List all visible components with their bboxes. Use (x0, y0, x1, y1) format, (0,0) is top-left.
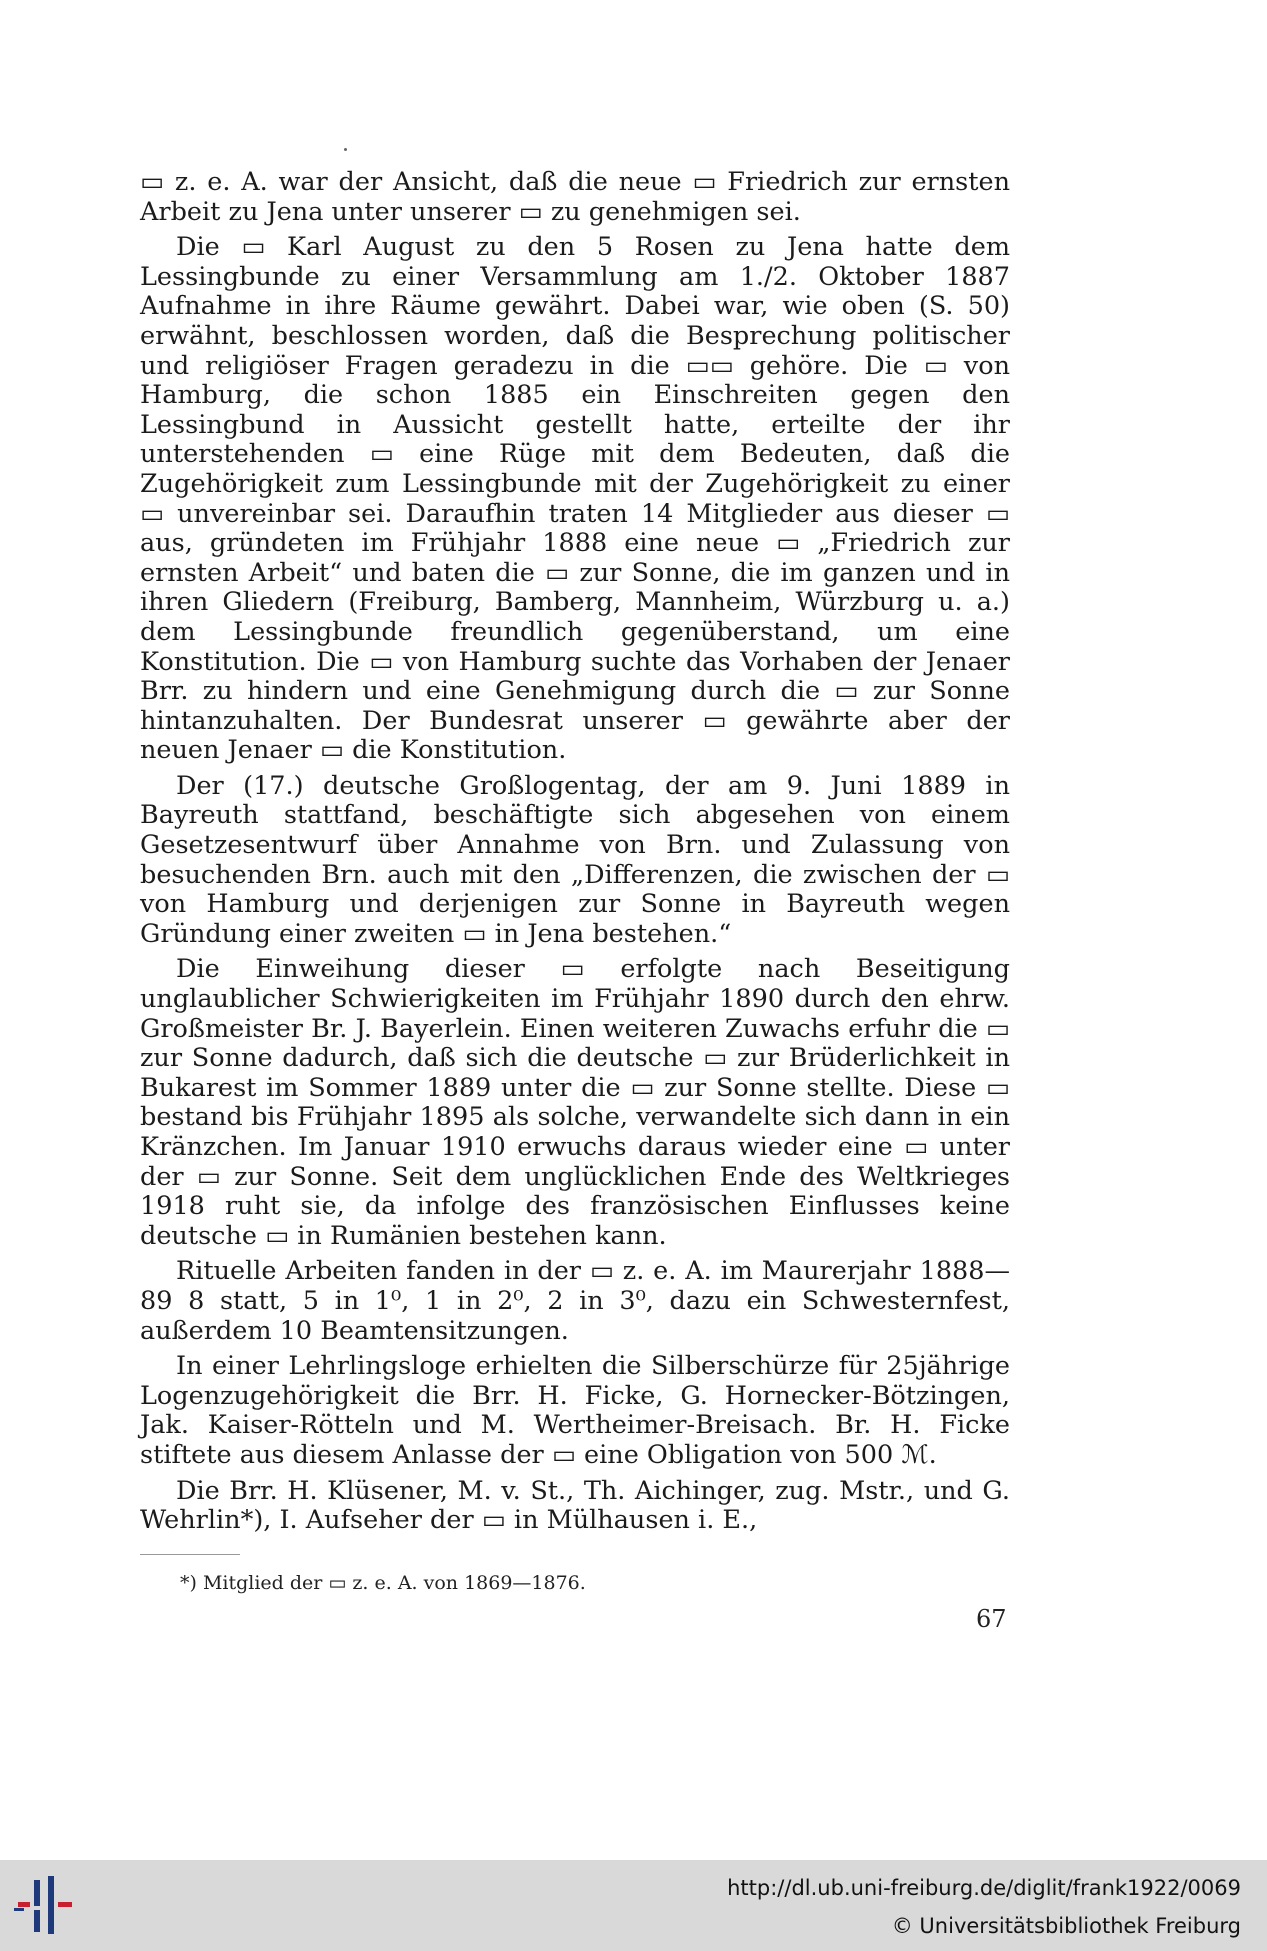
ub-freiburg-logo-icon (14, 1874, 80, 1936)
paragraph-4: Die Einweihung dieser ▭ erfolgte nach Beseitigung unglaublicher Schwierigkeiten im Frühjahr 1890 durch den ehrw. Großmeister Br. J. Bayerlein. Einen weiteren Zuwachs erfuhr die ▭ zur Sonne dadurch, daß sich die deutsche ▭ zur Brüderlichkeit in Bukarest im Sommer 1889 unter die ▭ zur Sonne stellte. Diese ▭ bestand bis Frühjahr 1895 als solche, verwandelte sich dann in ein Kränzchen. Im Januar 1910 erwuchs daraus wieder eine ▭ unter der ▭ zur Sonne. Seit dem unglücklichen Ende des Weltkrieges 1918 ruht sie, da infolge des französischen Einflusses keine deutsche ▭ in Rumänien bestehen kann. (140, 954, 1010, 1251)
paragraph-2: Die ▭ Karl August zu den 5 Rosen zu Jena hatte dem Lessingbunde zu einer Versammlung am 1./2. Oktober 1887 Aufnahme in ihre Räume gewährt. Dabei war, wie oben (S. 50) erwähnt, beschlossen worden, daß die Besprechung politischer und religiöser Fragen geradezu in die ▭▭ gehöre. Die ▭ von Hamburg, die schon 1885 ein Einschreiten gegen den Lessingbund in Aussicht gestellt hatte, erteilte der ihr unterstehenden ▭ eine Rüge mit dem Bedeuten, daß die Zugehörigkeit zum Lessingbunde mit der Zugehörigkeit zu einer ▭ unvereinbar sei. Daraufhin traten 14 Mitglieder aus dieser ▭ aus, gründeten im Frühjahr 1888 eine neue ▭ „Friedrich zur ernsten Arbeit“ und baten die ▭ zur Sonne, die im ganzen und in ihren Gliedern (Freiburg, Bamberg, Mannheim, Würzburg u. a.) dem Lessingbunde freundlich gegenüberstand, um eine Konstitution. Die ▭ von Hamburg suchte das Vorhaben der Jenaer Brr. zu hindern und eine Genehmigung durch die ▭ zur Sonne hintanzuhalten. Der Bundesrat unserer ▭ gewährte aber der neuen Jenaer ▭ die Konstitution. (140, 232, 1010, 766)
paragraph-5: Rituelle Arbeiten fanden in der ▭ z. e. A. im Maurerjahr 1888—89 8 statt, 5 in 1⁰, 1 in 2⁰, 2 in 3⁰, dazu ein Schwesternfest, außerdem 10 Beamtensitzungen. (140, 1256, 1010, 1346)
document-url[interactable]: http://dl.ub.uni-freiburg.de/diglit/frank1922/0069 (727, 1876, 1241, 1900)
scan-speck (344, 148, 347, 151)
paragraph-6: In einer Lehrlingsloge erhielten die Silberschürze für 25jährige Logenzugehörigkeit die Brr. H. Ficke, G. Hornecker-Bötzingen, Jak. Kaiser-Rötteln und M. Wertheimer-Breisach. Br. H. Ficke stiftete aus diesem Anlasse der ▭ eine Obligation von 500 ℳ. (140, 1351, 1010, 1470)
footer-bar (0, 1860, 1267, 1951)
paragraph-7: Die Brr. H. Klüsener, M. v. St., Th. Aichinger, zug. Mstr., und G. Wehrlin*), I. Aufseher der ▭ in Mülhausen i. E., (140, 1475, 1010, 1536)
body-text (140, 168, 1010, 1542)
footnote-divider (140, 1554, 240, 1555)
copyright-notice: © Universitätsbibliothek Freiburg (891, 1914, 1241, 1938)
page-number: 67 (976, 1605, 1007, 1633)
paragraph-1: ▭ z. e. A. war der Ansicht, daß die neue ▭ Friedrich zur ernsten Arbeit zu Jena unter unserer ▭ zu genehmigen sei. (140, 167, 1010, 227)
footnote: *) Mitglied der ▭ z. e. A. von 1869—1876. (180, 1572, 586, 1594)
paragraph-3: Der (17.) deutsche Großlogentag, der am 9. Juni 1889 in Bayreuth stattfand, beschäftigte sich abgesehen von einem Gesetzesentwurf über Annahme von Brn. und Zulassung von besuchenden Brn. auch mit den „Differenzen, die zwischen der ▭ von Hamburg und derjenigen zur Sonne in Bayreuth wegen Gründung einer zweiten ▭ in Jena bestehen.“ (140, 770, 1010, 949)
